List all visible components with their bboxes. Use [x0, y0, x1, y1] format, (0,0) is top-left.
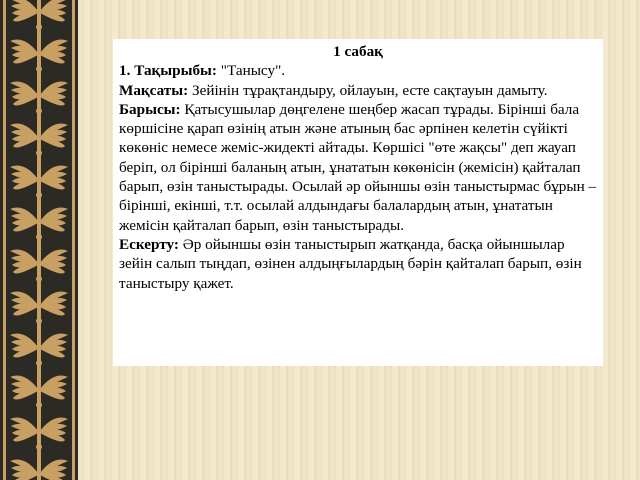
decorative-ornament-border	[0, 0, 78, 480]
goal-label: Мақсаты:	[119, 81, 189, 99]
goal-text: Зейінін тұрақтандыру, ойлауын, есте сақтауын дамыту.	[188, 81, 548, 99]
topic-label: 1. Тақырыбы:	[119, 62, 217, 80]
topic-text: "Танысу".	[216, 62, 286, 80]
topic-paragraph	[119, 61, 597, 80]
lesson-text-panel	[113, 39, 603, 366]
process-text: Қатысушылар дөңгелене шеңбер жасап тұрады. Бірінші бала көршісіне қарап өзінің атын және атының бас әрпінен келетін сүйікті көкөніс немесе жеміс-жидекті айтады. Көршісі "өте жақсы" деп жауап беріп, ол бірінші баланың атын, ұнататын көкөнісін (жемісін) қайталап барып, өзін таныстырады. Осылай әр ойыншы өзін таныстырмас бұрын – бірінші, екінші, т.т. осылай алдындағы балалардың атын, ұнататын жемісін қайталап барып, өзін таныстырады.	[119, 100, 597, 234]
lesson-title: 1 сабақ	[333, 43, 383, 60]
process-label: Барысы:	[119, 100, 181, 118]
process-paragraph	[119, 100, 597, 235]
note-paragraph	[119, 235, 597, 293]
leaf-ornament-icon	[0, 0, 78, 480]
goal-paragraph	[119, 81, 597, 100]
note-text: Әр ойыншы өзін таныстырып жатқанда, басқа ойыншылар зейін салып тыңдап, өзінен алдыңғылардың бәрін қайталап барып, өзін таныстыру қажет.	[119, 235, 582, 292]
note-label: Ескерту:	[119, 235, 179, 253]
